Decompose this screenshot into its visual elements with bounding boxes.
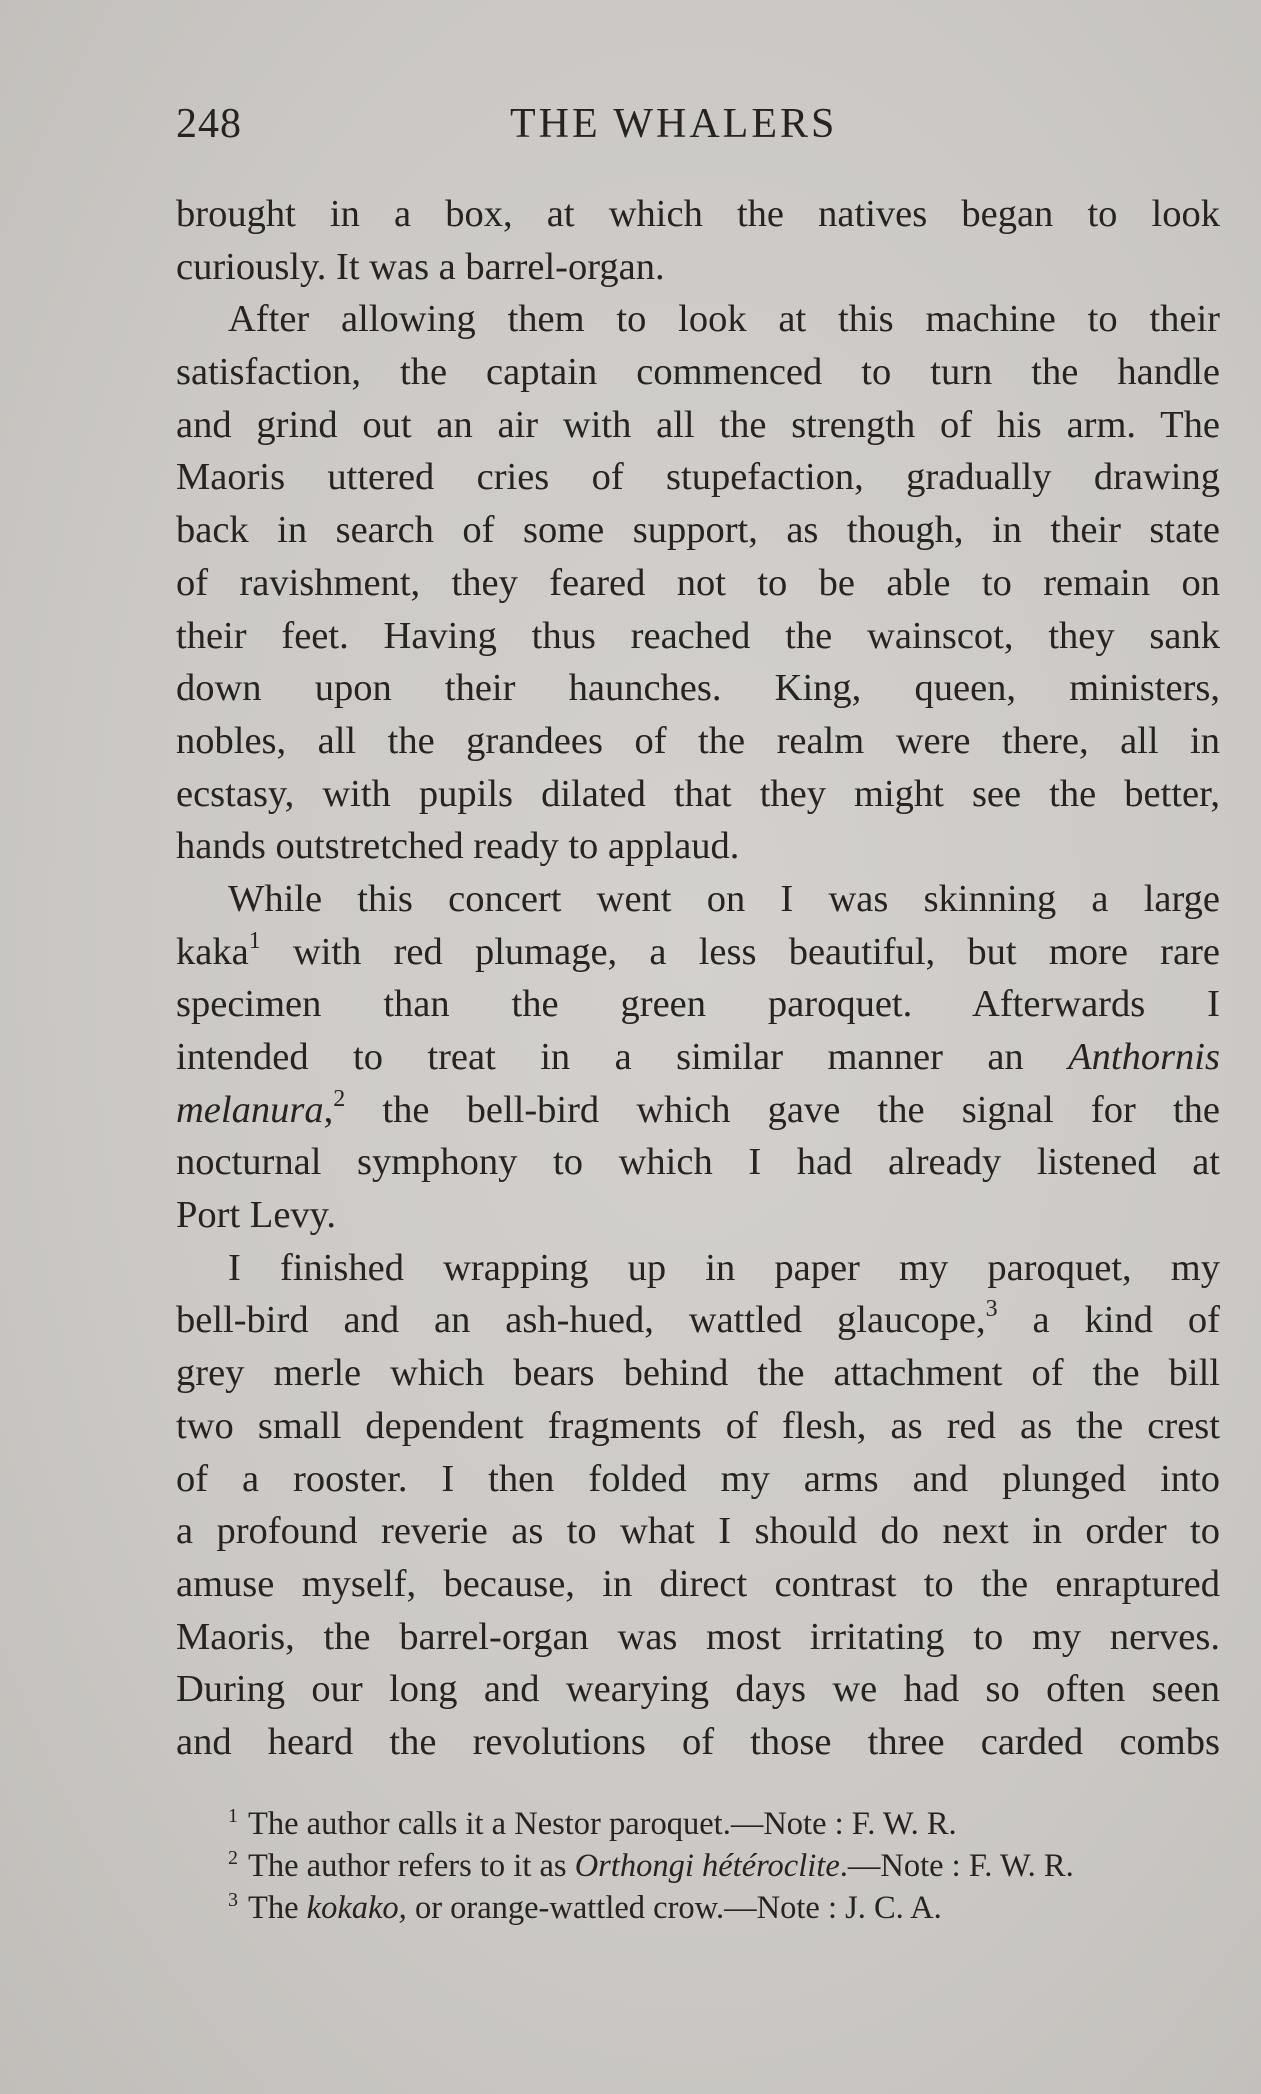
text-line [176, 1242, 1220, 1295]
text-segment: curiously. It was a barrel-organ. [176, 245, 665, 288]
page-header [0, 100, 1261, 160]
italic-text: Orthongi hétéroclite [574, 1848, 840, 1884]
text-segment: After allowing them to look at this machine to their [228, 298, 1220, 341]
text-segment: The author refers to it as [248, 1848, 575, 1884]
running-title: THE WHALERS [510, 101, 838, 147]
text-segment: down upon their haunches. King, queen, ministers, [176, 667, 1220, 710]
text-segment: their feet. Having thus reached the wainscot, they sank [176, 614, 1220, 657]
text-segment: nocturnal symphony to which I had already listened at [176, 1141, 1220, 1184]
text-segment: While this concert went on I was skinning a large [228, 877, 1220, 920]
footnote-marker: 2 [228, 1847, 238, 1869]
text-segment: a kind of [997, 1299, 1220, 1342]
text-line [176, 1136, 1220, 1189]
text-segment: a profound reverie as to what I should do next in order to [176, 1510, 1220, 1553]
text-line [176, 768, 1220, 821]
italic-text: melanura [176, 1088, 324, 1131]
footnote-reference: 1 [248, 927, 261, 954]
text-line [176, 1663, 1220, 1716]
text-line [176, 293, 1220, 346]
text-line [176, 188, 1220, 241]
text-segment: , [323, 1088, 334, 1131]
text-line [176, 1558, 1220, 1611]
text-segment: I finished wrapping up in paper my paroquet, my [228, 1246, 1220, 1289]
text-segment: The [248, 1890, 307, 1926]
footnote-reference: 2 [333, 1085, 346, 1112]
text-line [176, 399, 1220, 452]
text-segment: kaka [176, 930, 249, 973]
footnote [228, 1887, 1220, 1929]
italic-text: Anthornis [1068, 1036, 1220, 1078]
text-segment: or orange-wattled crow.—Note : J. C. A. [406, 1890, 942, 1926]
text-segment: back in search of some support, as though, in their state [176, 509, 1220, 552]
text-segment: the bell-bird which gave the signal for the [345, 1088, 1220, 1131]
text-line [176, 1400, 1220, 1453]
footnote-reference: 3 [985, 1296, 998, 1323]
text-line [176, 504, 1220, 557]
text-line [176, 1505, 1220, 1558]
text-line [176, 820, 1220, 873]
footnote-marker: 1 [228, 1805, 238, 1827]
footnote [228, 1845, 1220, 1887]
text-line [176, 1189, 1220, 1242]
text-segment: brought in a box, at which the natives began to look [176, 193, 1220, 235]
text-line [176, 610, 1220, 663]
text-segment: The author calls it a Nestor paroquet.—Note : F. W. R. [248, 1806, 957, 1842]
text-segment: of ravishment, they feared not to be able to remain on [176, 561, 1220, 604]
text-line [176, 451, 1220, 504]
text-segment: During our long and wearying days we had so often seen [176, 1668, 1220, 1711]
page-number: 248 [176, 101, 242, 147]
footnotes [228, 1803, 1220, 1929]
body-text [176, 188, 1220, 1769]
text-segment: specimen than the green paroquet. Afterwards I [176, 983, 1220, 1026]
text-segment: and heard the revolutions of those three carded combs [176, 1720, 1220, 1763]
text-line [176, 346, 1220, 399]
text-line [176, 1294, 1220, 1347]
text-line [176, 241, 1220, 294]
text-segment: amuse myself, because, in direct contrast to the enraptured [176, 1562, 1220, 1605]
text-line [176, 873, 1220, 926]
text-line [176, 926, 1220, 979]
text-segment: .—Note : F. W. R. [839, 1848, 1074, 1884]
text-line [176, 1611, 1220, 1664]
text-line [176, 978, 1220, 1031]
text-line [176, 1031, 1220, 1084]
text-segment: bell-bird and an ash-hued, wattled glaucope, [176, 1299, 986, 1342]
text-segment: with red plumage, a less beautiful, but more rare [260, 930, 1220, 973]
text-line [176, 557, 1220, 610]
text-segment: and grind out an air with all the strength of his arm. The [176, 403, 1220, 446]
text-segment: of a rooster. I then folded my arms and plunged into [176, 1457, 1220, 1500]
text-segment: nobles, all the grandees of the realm were there, all in [176, 719, 1220, 762]
text-line [176, 1347, 1220, 1400]
text-segment: Port Levy. [176, 1194, 337, 1237]
text-line [176, 1716, 1220, 1769]
text-segment: hands outstretched ready to applaud. [176, 825, 740, 868]
text-line [176, 662, 1220, 715]
text-line [176, 715, 1220, 768]
footnote-marker: 3 [228, 1889, 238, 1911]
text-segment: intended to treat in a similar manner an [176, 1036, 1069, 1078]
text-line [176, 1453, 1220, 1506]
text-segment: Maoris uttered cries of stupefaction, gradually drawing [176, 456, 1220, 499]
text-segment: two small dependent fragments of flesh, as red as the crest [176, 1404, 1220, 1447]
text-segment: satisfaction, the captain commenced to turn the handle [176, 351, 1220, 394]
footnote [228, 1803, 1220, 1845]
text-segment: Maoris, the barrel-organ was most irritating to my nerves. [176, 1615, 1220, 1658]
text-segment: grey merle which bears behind the attachment of the bill [176, 1352, 1220, 1395]
text-line [176, 1084, 1220, 1137]
text-segment: ecstasy, with pupils dilated that they might see the better, [176, 772, 1220, 815]
italic-text: kokako, [306, 1890, 407, 1926]
